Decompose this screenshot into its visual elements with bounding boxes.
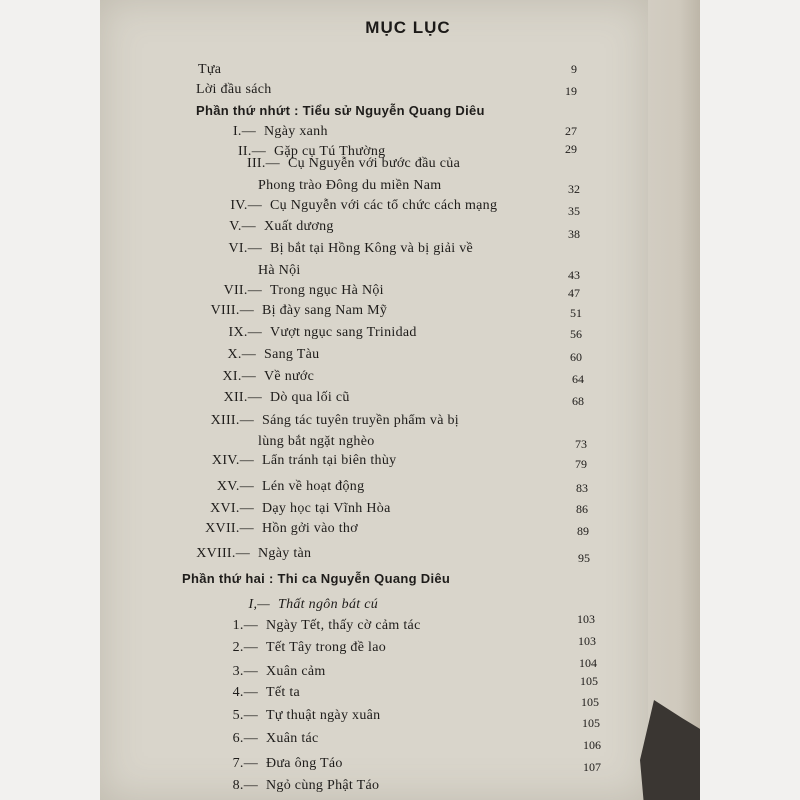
toc-entry-label: Cụ Nguyễn với các tổ chức cách mạng	[270, 198, 498, 213]
toc-page-number: 51	[570, 306, 582, 320]
toc-page-number: 9	[571, 62, 577, 76]
toc-entry	[258, 178, 441, 194]
toc-entry-label: Hà Nội	[258, 263, 301, 278]
toc-entry	[218, 283, 384, 299]
toc-entry-label: Ngỏ cùng Phật Táo	[266, 778, 380, 793]
toc-entry	[180, 546, 311, 562]
toc-entry-number: VIII.—	[210, 303, 254, 318]
toc-entry	[200, 453, 396, 469]
toc-page-number: 60	[570, 350, 582, 364]
toc-entry-label: Phần thứ nhứt : Tiểu sử Nguyễn Quang Diêu	[196, 103, 485, 118]
toc-entry-label: Tự thuật ngày xuân	[266, 708, 381, 723]
toc-page-number: 79	[575, 457, 587, 471]
toc-entry-number: 5.—	[232, 708, 258, 723]
toc-entry	[196, 103, 485, 118]
toc-entry-number: 8.—	[232, 778, 258, 793]
toc-page-number: 106	[583, 738, 601, 752]
toc-entry-label: Thất ngôn bát cú	[278, 597, 379, 612]
toc-entry	[240, 597, 378, 613]
toc-entry-number: XV.—	[216, 479, 254, 494]
toc-entry-label: Lẩn tránh tại biên thùy	[262, 453, 397, 468]
toc-entry	[218, 219, 334, 235]
toc-entry-label: lùng bắt ngặt nghèo	[258, 434, 375, 449]
toc-entry-label: Tết Tây trong đề lao	[266, 640, 387, 655]
toc-entry	[200, 479, 364, 495]
toc-page-number: 64	[572, 372, 584, 386]
toc-entry-label: Bị bắt tại Hồng Kông và bị giải về	[270, 241, 474, 256]
toc-entry-number: XVI.—	[210, 501, 254, 516]
toc-entry-number: 2.—	[232, 640, 258, 655]
toc-page-number: 35	[568, 204, 580, 218]
toc-page-number: 19	[565, 84, 577, 98]
toc-entry	[200, 501, 391, 517]
toc-page-number: 56	[570, 327, 582, 341]
toc-entry	[200, 413, 459, 429]
toc-page-number: 89	[577, 524, 589, 538]
toc-page-number: 105	[581, 695, 599, 709]
toc-entry	[228, 731, 319, 747]
toc-page-number: 83	[576, 481, 588, 495]
toc-entry	[200, 521, 358, 537]
toc-entry	[218, 241, 473, 257]
toc-page-number: 104	[579, 656, 597, 670]
toc-page-number: 95	[578, 551, 590, 565]
toc-entry-label: Xuất dương	[264, 219, 334, 234]
toc-entry-label: Ngày tàn	[258, 546, 312, 561]
toc-entry-number: VI.—	[228, 241, 262, 256]
toc-entry	[228, 664, 326, 680]
toc-entry-number: XIV.—	[211, 453, 254, 468]
toc-page-number: 47	[568, 286, 580, 300]
toc-entry-number: 6.—	[232, 731, 258, 746]
toc-page-number: 43	[568, 268, 580, 282]
toc-entry	[218, 369, 314, 385]
toc-page-number: 103	[577, 612, 595, 626]
toc-entry	[218, 156, 460, 172]
toc-entry-label: Dò qua lối cũ	[270, 390, 350, 405]
toc-entry-number: VII.—	[223, 283, 262, 298]
toc-entry	[200, 303, 387, 319]
toc-entry	[228, 618, 421, 634]
toc-entry-number: XIII.—	[210, 413, 254, 428]
toc-entry-label: Hồn gởi vào thơ	[262, 521, 358, 536]
toc-page-number: 29	[565, 142, 577, 156]
page-title: MỤC LỤC	[365, 18, 451, 37]
toc-entry-number: I,—	[248, 597, 270, 612]
toc-entry-label: Cụ Nguyễn với bước đầu của	[288, 156, 461, 171]
background-right	[700, 0, 800, 800]
toc-entry-number: XVIII.—	[196, 546, 250, 561]
toc-entry-number: XI.—	[222, 369, 256, 384]
toc-page-number: 32	[568, 182, 580, 196]
toc-entry-number: V.—	[229, 219, 256, 234]
toc-entry-label: Lời đầu sách	[196, 82, 272, 97]
toc-entry	[196, 82, 272, 98]
toc-entry-label: Xuân tác	[266, 731, 319, 746]
toc-entry-number: 3.—	[232, 664, 258, 679]
toc-entry-label: Tết ta	[266, 685, 301, 700]
toc-entry	[182, 571, 450, 586]
toc-entry-number: IV.—	[230, 198, 262, 213]
toc-entry	[228, 640, 386, 656]
toc-entry-number: 7.—	[232, 756, 258, 771]
toc-entry	[218, 347, 319, 363]
toc-page-number: 73	[575, 437, 587, 451]
toc-entry	[218, 124, 328, 140]
toc-entry-number: II.—	[237, 144, 266, 159]
toc-entry-label: Trong ngục Hà Nội	[270, 283, 384, 298]
toc-entry	[228, 756, 343, 772]
toc-entry-number: 1.—	[232, 618, 258, 633]
toc-entry-label: Bị đày sang Nam Mỹ	[262, 303, 388, 318]
toc-entry-label: Ngày xanh	[264, 124, 328, 139]
toc-entry-label: Phần thứ hai : Thi ca Nguyễn Quang Diêu	[182, 571, 451, 586]
page-edge	[648, 0, 700, 800]
toc-entry-number: X.—	[227, 347, 256, 362]
toc-entry	[218, 390, 350, 406]
toc-page-number: 105	[580, 674, 598, 688]
toc-entry	[228, 708, 380, 724]
toc-entry-label: Gặp cụ Tú Thường	[274, 144, 386, 159]
toc-page-number: 105	[582, 716, 600, 730]
toc-entry-number: XII.—	[223, 390, 262, 405]
toc-entry-number: 4.—	[232, 685, 258, 700]
toc-entry-label: Tựa	[198, 62, 222, 77]
toc-entry-number: XVII.—	[205, 521, 254, 536]
toc-page-number: 103	[578, 634, 596, 648]
toc-entry	[228, 685, 300, 701]
toc-entry-label: Về nước	[264, 369, 315, 384]
toc-entry-label: Sáng tác tuyên truyền phẩm và bị	[262, 413, 459, 428]
toc-entry-label: Ngày Tết, thấy cờ cảm tác	[266, 618, 421, 633]
toc-entry	[198, 62, 221, 78]
toc-entry	[218, 198, 497, 214]
toc-entry-label: Đưa ông Táo	[266, 756, 343, 771]
toc-entry	[228, 778, 379, 794]
toc-entry	[258, 263, 301, 279]
toc-page-number: 27	[565, 124, 577, 138]
toc-entry-label: Sang Tàu	[264, 347, 320, 362]
toc-entry-number: IX.—	[228, 325, 262, 340]
toc-entry-number: III.—	[247, 156, 280, 171]
toc-page-number: 38	[568, 227, 580, 241]
toc-entry-number: I.—	[232, 124, 256, 139]
toc-page-number: 68	[572, 394, 584, 408]
toc-entry	[258, 434, 375, 450]
toc-entry-label: Phong trào Đông du miền Nam	[258, 178, 442, 193]
toc-entry-label: Vượt ngục sang Trinidad	[270, 325, 417, 340]
toc-page-number: 86	[576, 502, 588, 516]
toc-entry	[218, 325, 417, 341]
toc-entry-label: Xuân cảm	[266, 664, 326, 679]
toc-entry-label: Lén về hoạt động	[262, 479, 365, 494]
toc-entry-label: Dạy học tại Vĩnh Hòa	[262, 501, 391, 516]
toc-page-number: 107	[583, 760, 601, 774]
